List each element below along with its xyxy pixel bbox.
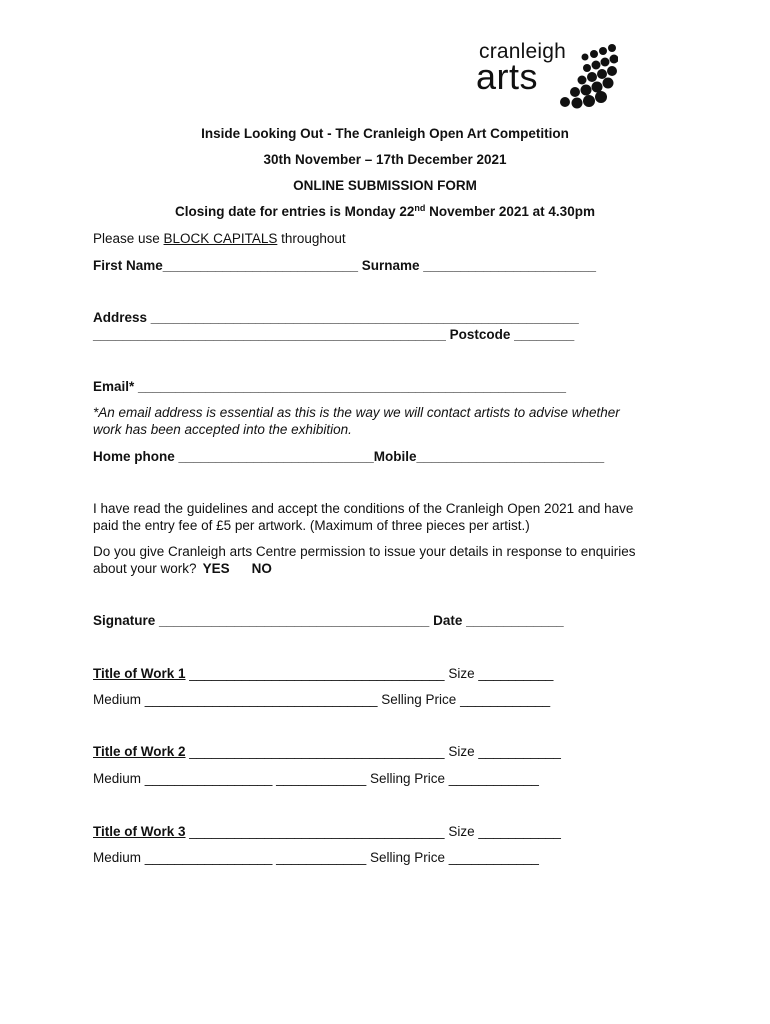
permission-line-1: Do you give Cranleigh arts Centre permission to issue your details in response to enquiries	[93, 544, 636, 559]
surname-label: Surname	[358, 258, 424, 273]
declaration-line-2: paid the entry fee of £5 per artwork. (Maximum of three pieces per artist.)	[93, 518, 530, 533]
work-1-medium-row	[93, 691, 550, 708]
address-label: Address	[93, 310, 151, 325]
address-row	[93, 309, 579, 326]
closing-date-sup: nd	[414, 203, 426, 213]
logo-word-cranleigh: cranleigh	[479, 40, 567, 63]
work-1-price-field[interactable]: ____________	[460, 692, 551, 707]
email-field[interactable]: _________________________________________________________	[138, 379, 566, 394]
mobile-label: Mobile	[373, 449, 417, 464]
mobile-field[interactable]: _________________________	[416, 449, 605, 464]
work-3-price-field[interactable]: ____________	[448, 850, 539, 865]
work-2-size-label: Size	[448, 744, 479, 759]
surname-field[interactable]: _______________________	[423, 258, 596, 273]
permission-question: about your work?	[93, 561, 197, 576]
email-note-line-2: work has been accepted into the exhibition.	[93, 422, 352, 437]
work-3-title-field[interactable]: __________________________________	[185, 824, 449, 839]
work-3-size-field[interactable]: ___________	[478, 824, 561, 839]
work-2-medium-field[interactable]: _________________ ____________	[144, 771, 367, 786]
form-name: ONLINE SUBMISSION FORM	[293, 178, 477, 193]
first-name-field[interactable]: __________________________	[162, 258, 358, 273]
signature-row	[93, 612, 564, 629]
work-2-title-field[interactable]: __________________________________	[185, 744, 449, 759]
address-field-line-1[interactable]: _________________________________________________________	[150, 310, 579, 325]
email-row	[93, 378, 566, 395]
work-1-title-field[interactable]: __________________________________	[185, 666, 449, 681]
date-field[interactable]: _____________	[466, 613, 564, 628]
permission-line-2	[93, 560, 272, 577]
phone-row	[93, 448, 604, 465]
work-1-size-field[interactable]: __________	[478, 666, 554, 681]
postcode-label: Postcode	[445, 327, 515, 342]
address-row-2	[93, 326, 574, 343]
home-phone-field[interactable]: __________________________	[178, 449, 374, 464]
work-3-medium-field[interactable]: _________________ ____________	[144, 850, 367, 865]
closing-date	[0, 203, 770, 220]
email-label: Email*	[93, 379, 139, 394]
work-2-size-field[interactable]: ___________	[478, 744, 561, 759]
work-3-price-label: Selling Price	[366, 850, 449, 865]
work-2-price-field[interactable]: ____________	[448, 771, 539, 786]
work-3-title-label: Title of Work 3	[93, 824, 186, 839]
work-3-medium-row	[93, 849, 539, 866]
block-capitals-instruction	[93, 230, 346, 247]
instruction-emphasis: BLOCK CAPITALS	[163, 231, 278, 246]
address-field-line-2[interactable]: _______________________________________________	[93, 327, 446, 342]
work-1-title-row	[93, 665, 553, 682]
work-3-title-row	[93, 823, 561, 840]
closing-date-post: November 2021 at 4.30pm	[425, 204, 595, 219]
declaration-line-1: I have read the guidelines and accept the conditions of the Cranleigh Open 2021 and have	[93, 501, 634, 516]
signature-field[interactable]: ____________________________________	[159, 613, 430, 628]
date-label: Date	[429, 613, 467, 628]
first-name-label: First Name	[93, 258, 163, 273]
closing-date-pre: Closing date for entries is Monday 22	[175, 204, 415, 219]
home-phone-label: Home phone	[93, 449, 179, 464]
work-2-title-label: Title of Work 2	[93, 744, 186, 759]
work-2-medium-label: Medium	[93, 771, 145, 786]
name-row	[93, 257, 596, 274]
competition-dates: 30th November – 17th December 2021	[263, 152, 507, 167]
logo-dots-icon	[528, 42, 618, 110]
cranleigh-arts-logo	[476, 40, 616, 110]
work-3-medium-label: Medium	[93, 850, 145, 865]
email-note-line-1: *An email address is essential as this is the way we will contact artists to advise whether	[93, 405, 620, 420]
permission-no-option[interactable]: NO	[251, 561, 272, 576]
instruction-pre: Please use	[93, 231, 164, 246]
work-1-title-label: Title of Work 1	[93, 666, 186, 681]
logo-word-arts: arts	[476, 56, 539, 97]
work-3-size-label: Size	[448, 824, 479, 839]
signature-label: Signature	[93, 613, 160, 628]
work-1-size-label: Size	[448, 666, 479, 681]
work-1-medium-field[interactable]: _______________________________	[144, 692, 378, 707]
instruction-post: throughout	[277, 231, 346, 246]
competition-title: Inside Looking Out - The Cranleigh Open Art Competition	[201, 126, 569, 141]
work-2-title-row	[93, 743, 561, 760]
permission-yes-option[interactable]: YES	[202, 561, 230, 576]
work-2-medium-row	[93, 770, 539, 787]
postcode-field[interactable]: ________	[514, 327, 575, 342]
work-1-price-label: Selling Price	[377, 692, 461, 707]
work-2-price-label: Selling Price	[366, 771, 449, 786]
work-1-medium-label: Medium	[93, 692, 145, 707]
